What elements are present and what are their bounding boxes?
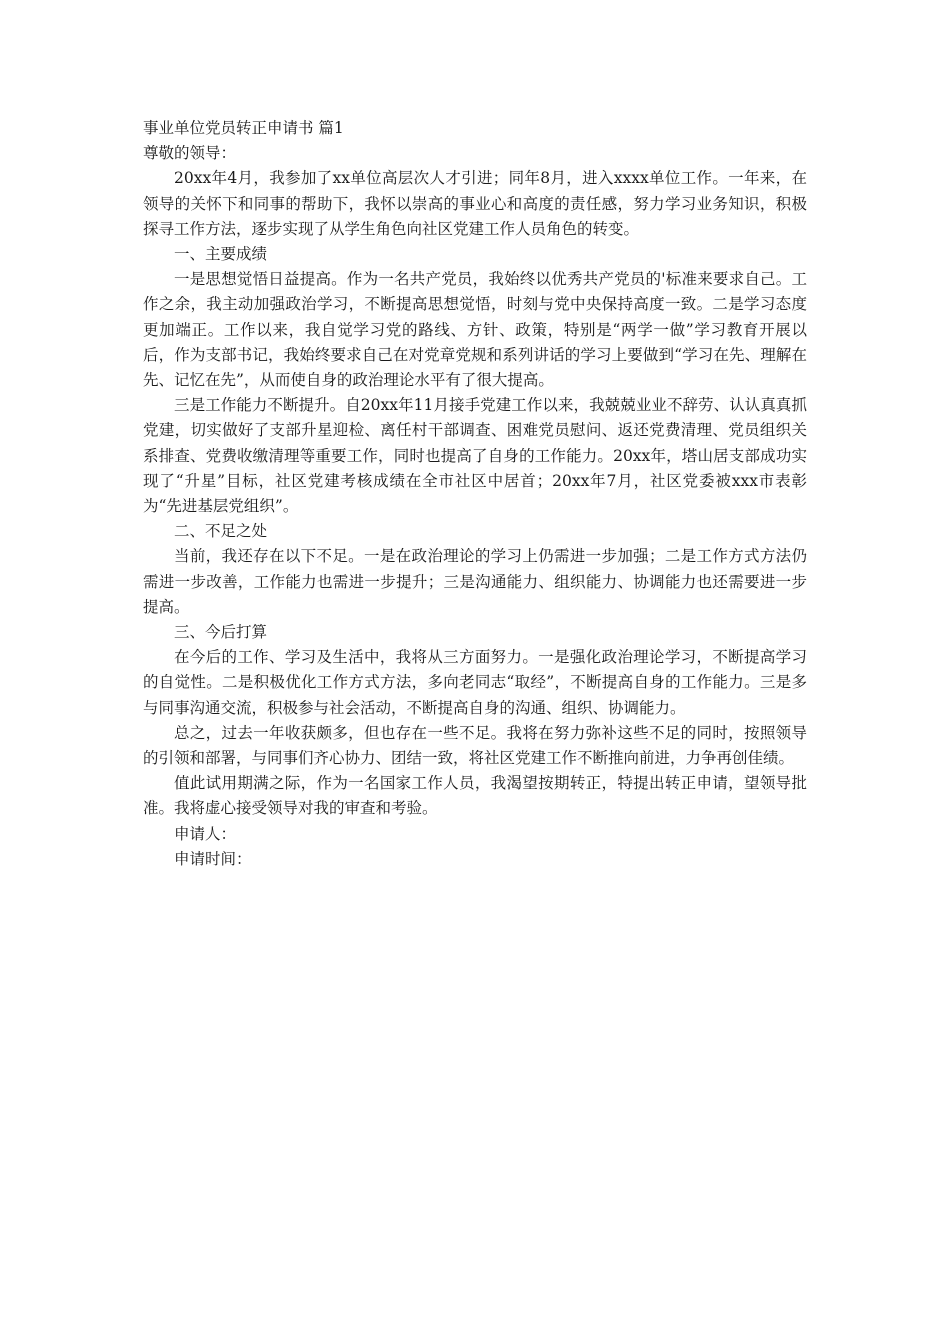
section-heading-shortcomings: 二、不足之处 <box>174 522 268 541</box>
request-paragraph: 值此试用期满之际，作为一名国家工作人员，我渴望按期转正，特提出转正申请，望领导批准。我将虚心接受领导对我的审查和考验。 <box>143 774 807 818</box>
document-body <box>143 116 807 872</box>
section-heading-plans: 三、今后打算 <box>174 623 268 642</box>
document-title: 事业单位党员转正申请书 篇1 <box>143 119 344 137</box>
date-label: 申请时间： <box>174 849 252 868</box>
plans-paragraph: 在今后的工作、学习及生活中，我将从三方面努力。一是强化政治理论学习，不断提高学习的自觉性。二是积极优化工作方式方法，多向老同志“取经”，不断提高自身的工作能力。三是多与同事沟通交流，积极参与社会活动，不断提高自身的沟通、组织、协调能力。 <box>143 648 807 717</box>
achievements-paragraph-1: 一是思想觉悟日益提高。作为一名共产党员，我始终以优秀共产党员的'标准来要求自己。工作之余，我主动加强政治学习，不断提高思想觉悟，时刻与党中央保持高度一致。二是学习态度更加端正。工作以来，我自觉学习党的路线、方针、政策，特别是“两学一做”学习教育开展以后，作为支部书记，我始终要求自己在对党章党规和系列讲话的学习上要做到“学习在先、理解在先、记忆在先”，从而使自身的政治理论水平有了很大提高。 <box>143 270 807 390</box>
applicant-label: 申请人： <box>174 824 237 843</box>
conclusion-paragraph: 总之，过去一年收获颇多，但也存在一些不足。我将在努力弥补这些不足的同时，按照领导的引领和部署，与同事们齐心协力、团结一致，将社区党建工作不断推向前进，力争再创佳绩。 <box>143 723 807 768</box>
shortcomings-paragraph: 当前，我还存在以下不足。一是在政治理论的学习上仍需进一步加强；二是工作方式方法仍需进一步改善，工作能力也需进一步提升；三是沟通能力、组织能力、协调能力也还需要进一步提高。 <box>143 547 807 616</box>
intro-paragraph: 20xx年4月，我参加了xx单位高层次人才引进；同年8月，进入xxxx单位工作。一年来，在领导的关怀下和同事的帮助下，我怀以崇高的事业心和高度的责任感，努力学习业务知识，积极探寻工作方法，逐步实现了从学生角色向社区党建工作人员角色的转变。 <box>143 169 807 238</box>
salutation: 尊敬的领导： <box>143 144 237 163</box>
achievements-paragraph-2: 三是工作能力不断提升。自20xx年11月接手党建工作以来，我兢兢业业不辞劳、认认真真抓党建，切实做好了支部升星迎检、离任村干部调查、困难党员慰问、返还党费清理、党员组织关系排查、党费收缴清理等重要工作，同时也提高了自身的工作能力。20xx年，塔山居支部成功实现了“升星”目标，社区党建考核成绩在全市社区中居首；20xx年7月，社区党委被xxx市表彰为“先进基层党组织”。 <box>143 396 807 516</box>
section-heading-achievements: 一、主要成绩 <box>174 245 268 264</box>
